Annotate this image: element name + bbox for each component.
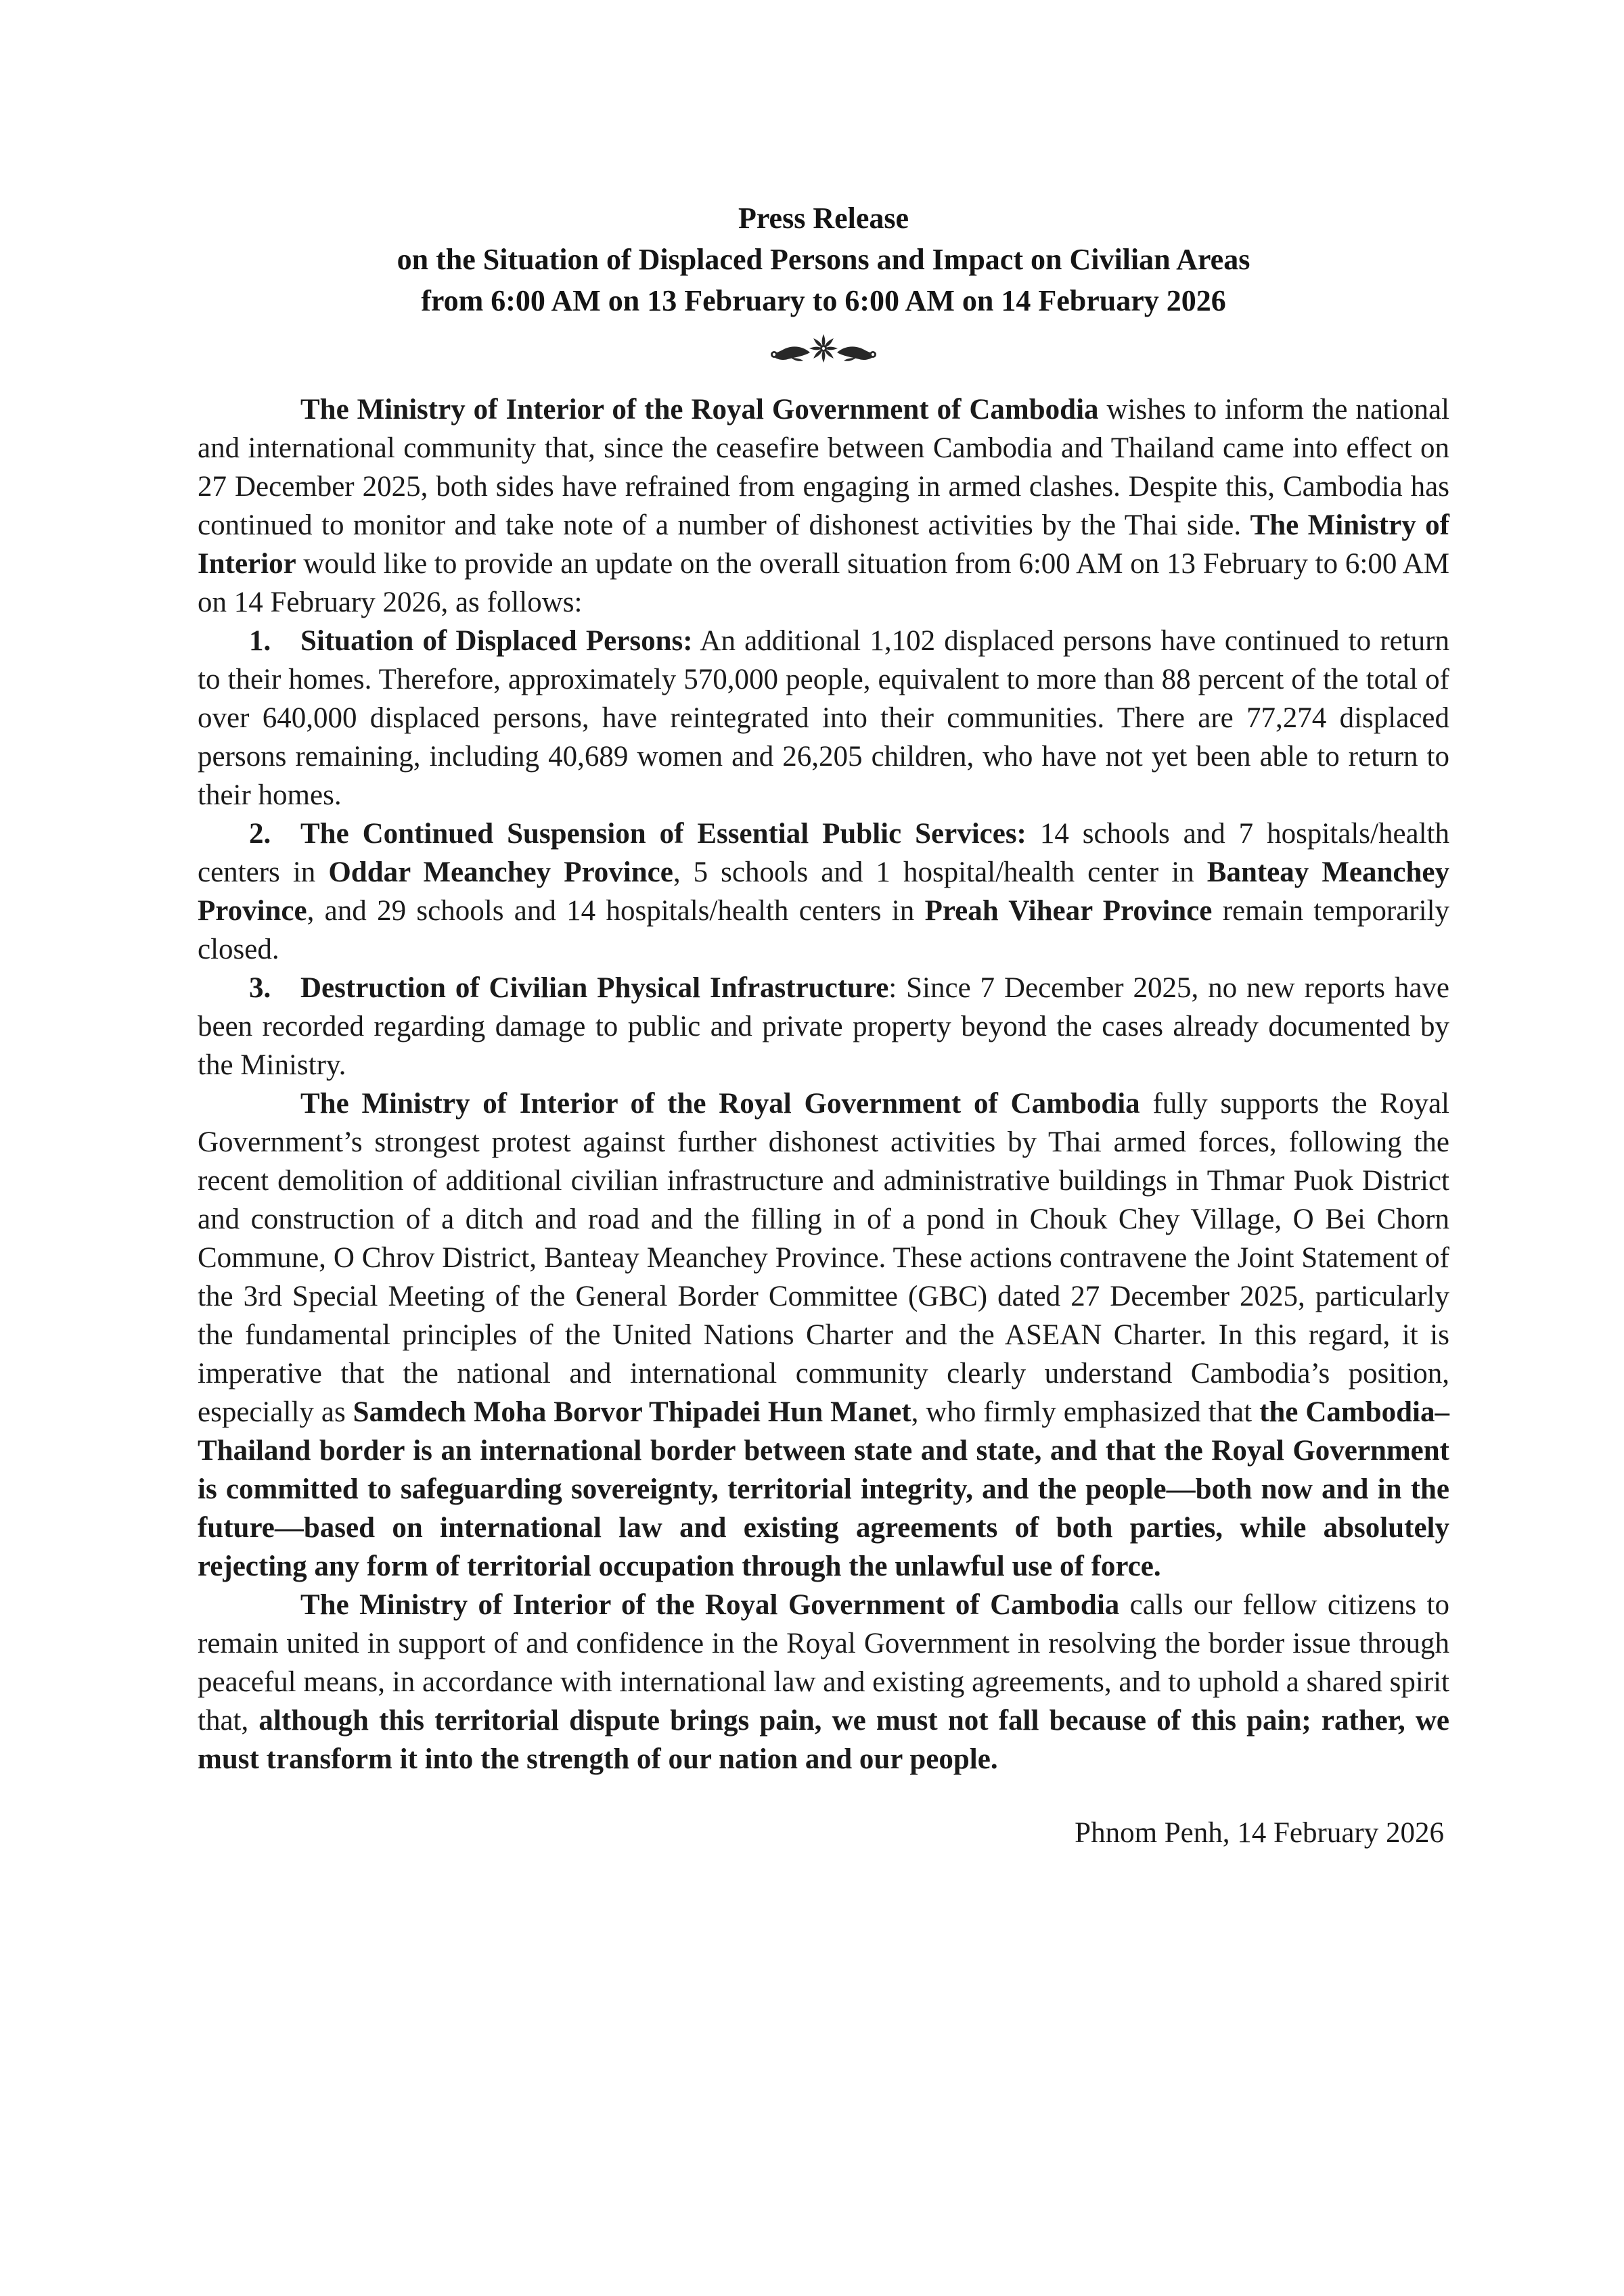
floral-divider-icon <box>764 331 883 370</box>
bold-text-run: Samdech Moha Borvor Thipadei Hun Manet <box>353 1396 911 1428</box>
bold-text-run: although this territorial dispute brings pain, we must not fall because of this pain; rather, we must transform it into the strength of our nation and our people. <box>198 1705 1450 1775</box>
bold-text-run: The Ministry of Interior of the Royal Government of Cambodia <box>300 1589 1120 1621</box>
bold-text-run: The Ministry of Interior of the Royal Government of Cambodia <box>300 1088 1140 1120</box>
text-run: remain temporarily closed. <box>198 895 1450 965</box>
numbered-paragraph-3 <box>198 969 1449 1084</box>
bold-text-run: The Ministry of Interior <box>198 509 1449 580</box>
document-body <box>198 390 1449 1778</box>
bold-text-run: The Ministry of Interior of the Royal Government of Cambodia <box>300 394 1099 426</box>
text-run: , 5 schools and 1 hospital/health center in <box>673 856 1207 888</box>
text-run: , and 29 schools and 14 hospitals/health centers in <box>307 895 925 927</box>
numbered-paragraph-1 <box>198 622 1449 814</box>
document-title <box>198 198 1449 321</box>
bold-text-run: Oddar Meanchey Province <box>328 856 673 888</box>
text-run: : Since 7 December 2025, no new reports have been recorded regarding damage to public and private property beyond the cases already documented by the Ministry. <box>198 972 1449 1081</box>
text-run: calls our fellow citizens to remain united in support of and confidence in the Royal Government in resolving the border issue through peaceful means, in accordance with international law and existing agreements, and to uphold a shared spirit that, <box>198 1589 1449 1737</box>
bold-text-run: Preah Vihear Province <box>924 895 1213 927</box>
body-paragraph-5 <box>198 1084 1449 1586</box>
text-run: , who firmly emphasized that <box>911 1396 1260 1428</box>
title-line-2: on the Situation of Displaced Persons and Impact on Civilian Areas <box>397 243 1250 276</box>
bold-text-run: The Continued Suspension of Essential Public Services: <box>300 818 1027 850</box>
paragraph-number: 3. <box>249 972 271 1004</box>
numbered-paragraph-2 <box>198 814 1449 969</box>
text-run: would like to provide an update on the overall situation from 6:00 AM on 13 February to 6:00 AM on 14 February 2026, as follows: <box>198 548 1449 618</box>
ornament-divider <box>198 331 1449 374</box>
title-line-1: Press Release <box>738 202 909 235</box>
dateline: Phnom Penh, 14 February 2026 <box>1075 1817 1444 1849</box>
bold-text-run: the Cambodia–Thailand border is an international border between state and state, and that the Royal Government is committed to safeguarding sovereignty, territorial integrity, and the people—both now and in the future—based on international law and existing agreements of both parties, while absolutely rejecting any form of territorial occupation through the unlawful use of force. <box>198 1396 1450 1582</box>
body-paragraph-6 <box>198 1586 1449 1778</box>
bold-text-run: Banteay Meanchey Province <box>198 856 1449 927</box>
text-run: An additional 1,102 displaced persons have continued to return to their homes. Therefore, approximately 570,000 people, equivalent to more than 88 percent of the total of over 640,000 displaced persons, have reintegrated into their communities. There are 77,274 displaced persons remaining, including 40,689 women and 26,205 children, who have not yet been able to return to their homes. <box>198 625 1449 811</box>
bold-text-run: Situation of Displaced Persons: <box>300 625 693 657</box>
text-run: wishes to inform the national and international community that, since the ceasefire between Cambodia and Thailand came into effect on 27 December 2025, both sides have refrained from engaging in armed clashes. Despite this, Cambodia has continued to monitor and take note of a number of dishonest activities by the Thai side. <box>198 394 1449 541</box>
text-run: 14 schools and 7 hospitals/health centers in <box>198 818 1450 888</box>
text-run: fully supports the Royal Government’s strongest protest against further dishonest activities by Thai armed forces, following the recent demolition of additional civilian infrastructure and administrative buildings in Thmar Puok District and construction of a ditch and road and the filling in of a pond in Chouk Chey Village, O Bei Chorn Commune, O Chrov District, Banteay Meanchey Province. These actions contravene the Joint Statement of the 3rd Special Meeting of the General Border Committee (GBC) dated 27 December 2025, particularly the fundamental principles of the United Nations Charter and the ASEAN Charter. In this regard, it is imperative that the national and international community clearly understand Cambodia’s position, especially as <box>198 1088 1449 1428</box>
title-line-3: from 6:00 AM on 13 February to 6:00 AM on 14 February 2026 <box>421 284 1226 317</box>
paragraph-number: 2. <box>249 818 271 850</box>
bold-text-run: Destruction of Civilian Physical Infrastructure <box>300 972 889 1004</box>
paragraph-number: 1. <box>249 625 271 657</box>
body-paragraph-1 <box>198 390 1449 622</box>
